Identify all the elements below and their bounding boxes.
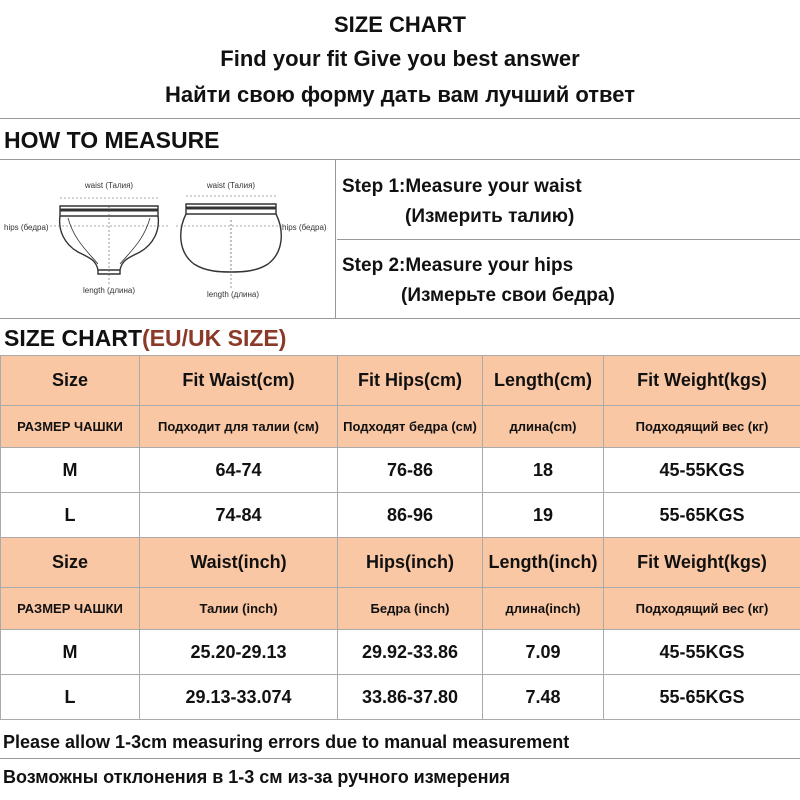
table-cell: M — [1, 630, 140, 675]
step-2-en: Step 2:Measure your hips — [342, 255, 574, 276]
table-cell: 29.92-33.86 — [338, 630, 483, 675]
table-header-cell: Fit Waist(cm) — [140, 356, 338, 406]
table-cell: 76-86 — [338, 448, 483, 493]
waist-label-back: waist (Талия) — [206, 181, 256, 190]
table-header-row-cm — [1, 356, 800, 406]
waist-label-front: waist (Талия) — [84, 181, 134, 190]
size-table — [0, 355, 800, 720]
table-cell: L — [1, 493, 140, 538]
length-label-front: length (длина) — [82, 286, 136, 295]
table-subheader-cell: Бедра (inch) — [338, 588, 483, 630]
table-header-cell: Fit Weight(kgs) — [604, 356, 800, 406]
how-to-measure-section — [0, 160, 800, 318]
table-cell: 45-55KGS — [604, 448, 800, 493]
table-cell: 18 — [483, 448, 604, 493]
table-cell: 45-55KGS — [604, 630, 800, 675]
table-row — [1, 448, 800, 493]
table-header-cell: Fit Hips(cm) — [338, 356, 483, 406]
table-cell: 55-65KGS — [604, 493, 800, 538]
table-subheader-cell: Подходящий вес (кг) — [604, 406, 800, 448]
table-cell: 64-74 — [140, 448, 338, 493]
table-subheader-cell: длина(inch) — [483, 588, 604, 630]
table-cell: 29.13-33.074 — [140, 675, 338, 720]
table-header-cell: Hips(inch) — [338, 538, 483, 588]
hips-label-front: hips (бедра) — [4, 223, 49, 232]
table-subheader-cell: Подходящий вес (кг) — [604, 588, 800, 630]
table-header-cell: Length(cm) — [483, 356, 604, 406]
table-cell: M — [1, 448, 140, 493]
table-cell: 7.09 — [483, 630, 604, 675]
size-chart-title-text: SIZE CHART — [4, 325, 142, 351]
table-subheader-cell: Подходит для талии (см) — [140, 406, 338, 448]
table-row — [1, 493, 800, 538]
table-header-cell: Waist(inch) — [140, 538, 338, 588]
hips-label-back: hips (бедра) — [282, 223, 327, 232]
table-subheader-cell: длина(cm) — [483, 406, 604, 448]
divider — [0, 118, 800, 119]
table-row — [1, 630, 800, 675]
subtitle-ru: Найти свою форму дать вам лучший ответ — [164, 82, 636, 107]
table-header-cell: Fit Weight(kgs) — [604, 538, 800, 588]
divider — [0, 758, 800, 759]
table-header-cell: Size — [1, 356, 140, 406]
step-2-ru: (Измерьте свои бедра) — [401, 285, 615, 306]
table-row — [1, 675, 800, 720]
size-chart-title-accent: (EU/UK SIZE) — [142, 325, 287, 351]
page-title: SIZE CHART — [334, 12, 466, 37]
step-1 — [337, 160, 800, 239]
table-cell: 33.86-37.80 — [338, 675, 483, 720]
table-subheader-row-inch — [1, 588, 800, 630]
table-subheader-cell: РАЗМЕР ЧАШКИ — [1, 588, 140, 630]
subtitle-en: Find your fit Give you best answer — [220, 46, 580, 71]
step-1-ru: (Измерить талию) — [405, 206, 575, 227]
divider — [0, 318, 800, 319]
measure-steps — [337, 160, 800, 318]
table-cell: 25.20-29.13 — [140, 630, 338, 675]
length-label-back: length (длина) — [206, 290, 260, 299]
note-en: Please allow 1-3cm measuring errors due to manual measurement — [3, 732, 570, 752]
table-cell: 55-65KGS — [604, 675, 800, 720]
table-header-row-inch — [1, 538, 800, 588]
briefs-diagram-icon — [0, 160, 336, 318]
table-subheader-cell: РАЗМЕР ЧАШКИ — [1, 406, 140, 448]
note-ru: Возможны отклонения в 1-3 см из-за ручного измерения — [3, 767, 511, 787]
table-cell: 7.48 — [483, 675, 604, 720]
table-header-cell: Size — [1, 538, 140, 588]
page-header — [0, 0, 800, 118]
table-subheader-cell: Подходят бедра (см) — [338, 406, 483, 448]
table-cell: L — [1, 675, 140, 720]
step-2 — [337, 239, 800, 318]
table-header-cell: Length(inch) — [483, 538, 604, 588]
table-cell: 19 — [483, 493, 604, 538]
table-cell: 86-96 — [338, 493, 483, 538]
measure-diagram — [0, 160, 336, 318]
how-to-measure-title: HOW TO MEASURE — [4, 127, 220, 153]
table-subheader-row-cm — [1, 406, 800, 448]
table-cell: 74-84 — [140, 493, 338, 538]
step-1-en: Step 1:Measure your waist — [342, 176, 582, 197]
table-subheader-cell: Талии (inch) — [140, 588, 338, 630]
size-chart-title — [4, 325, 286, 352]
